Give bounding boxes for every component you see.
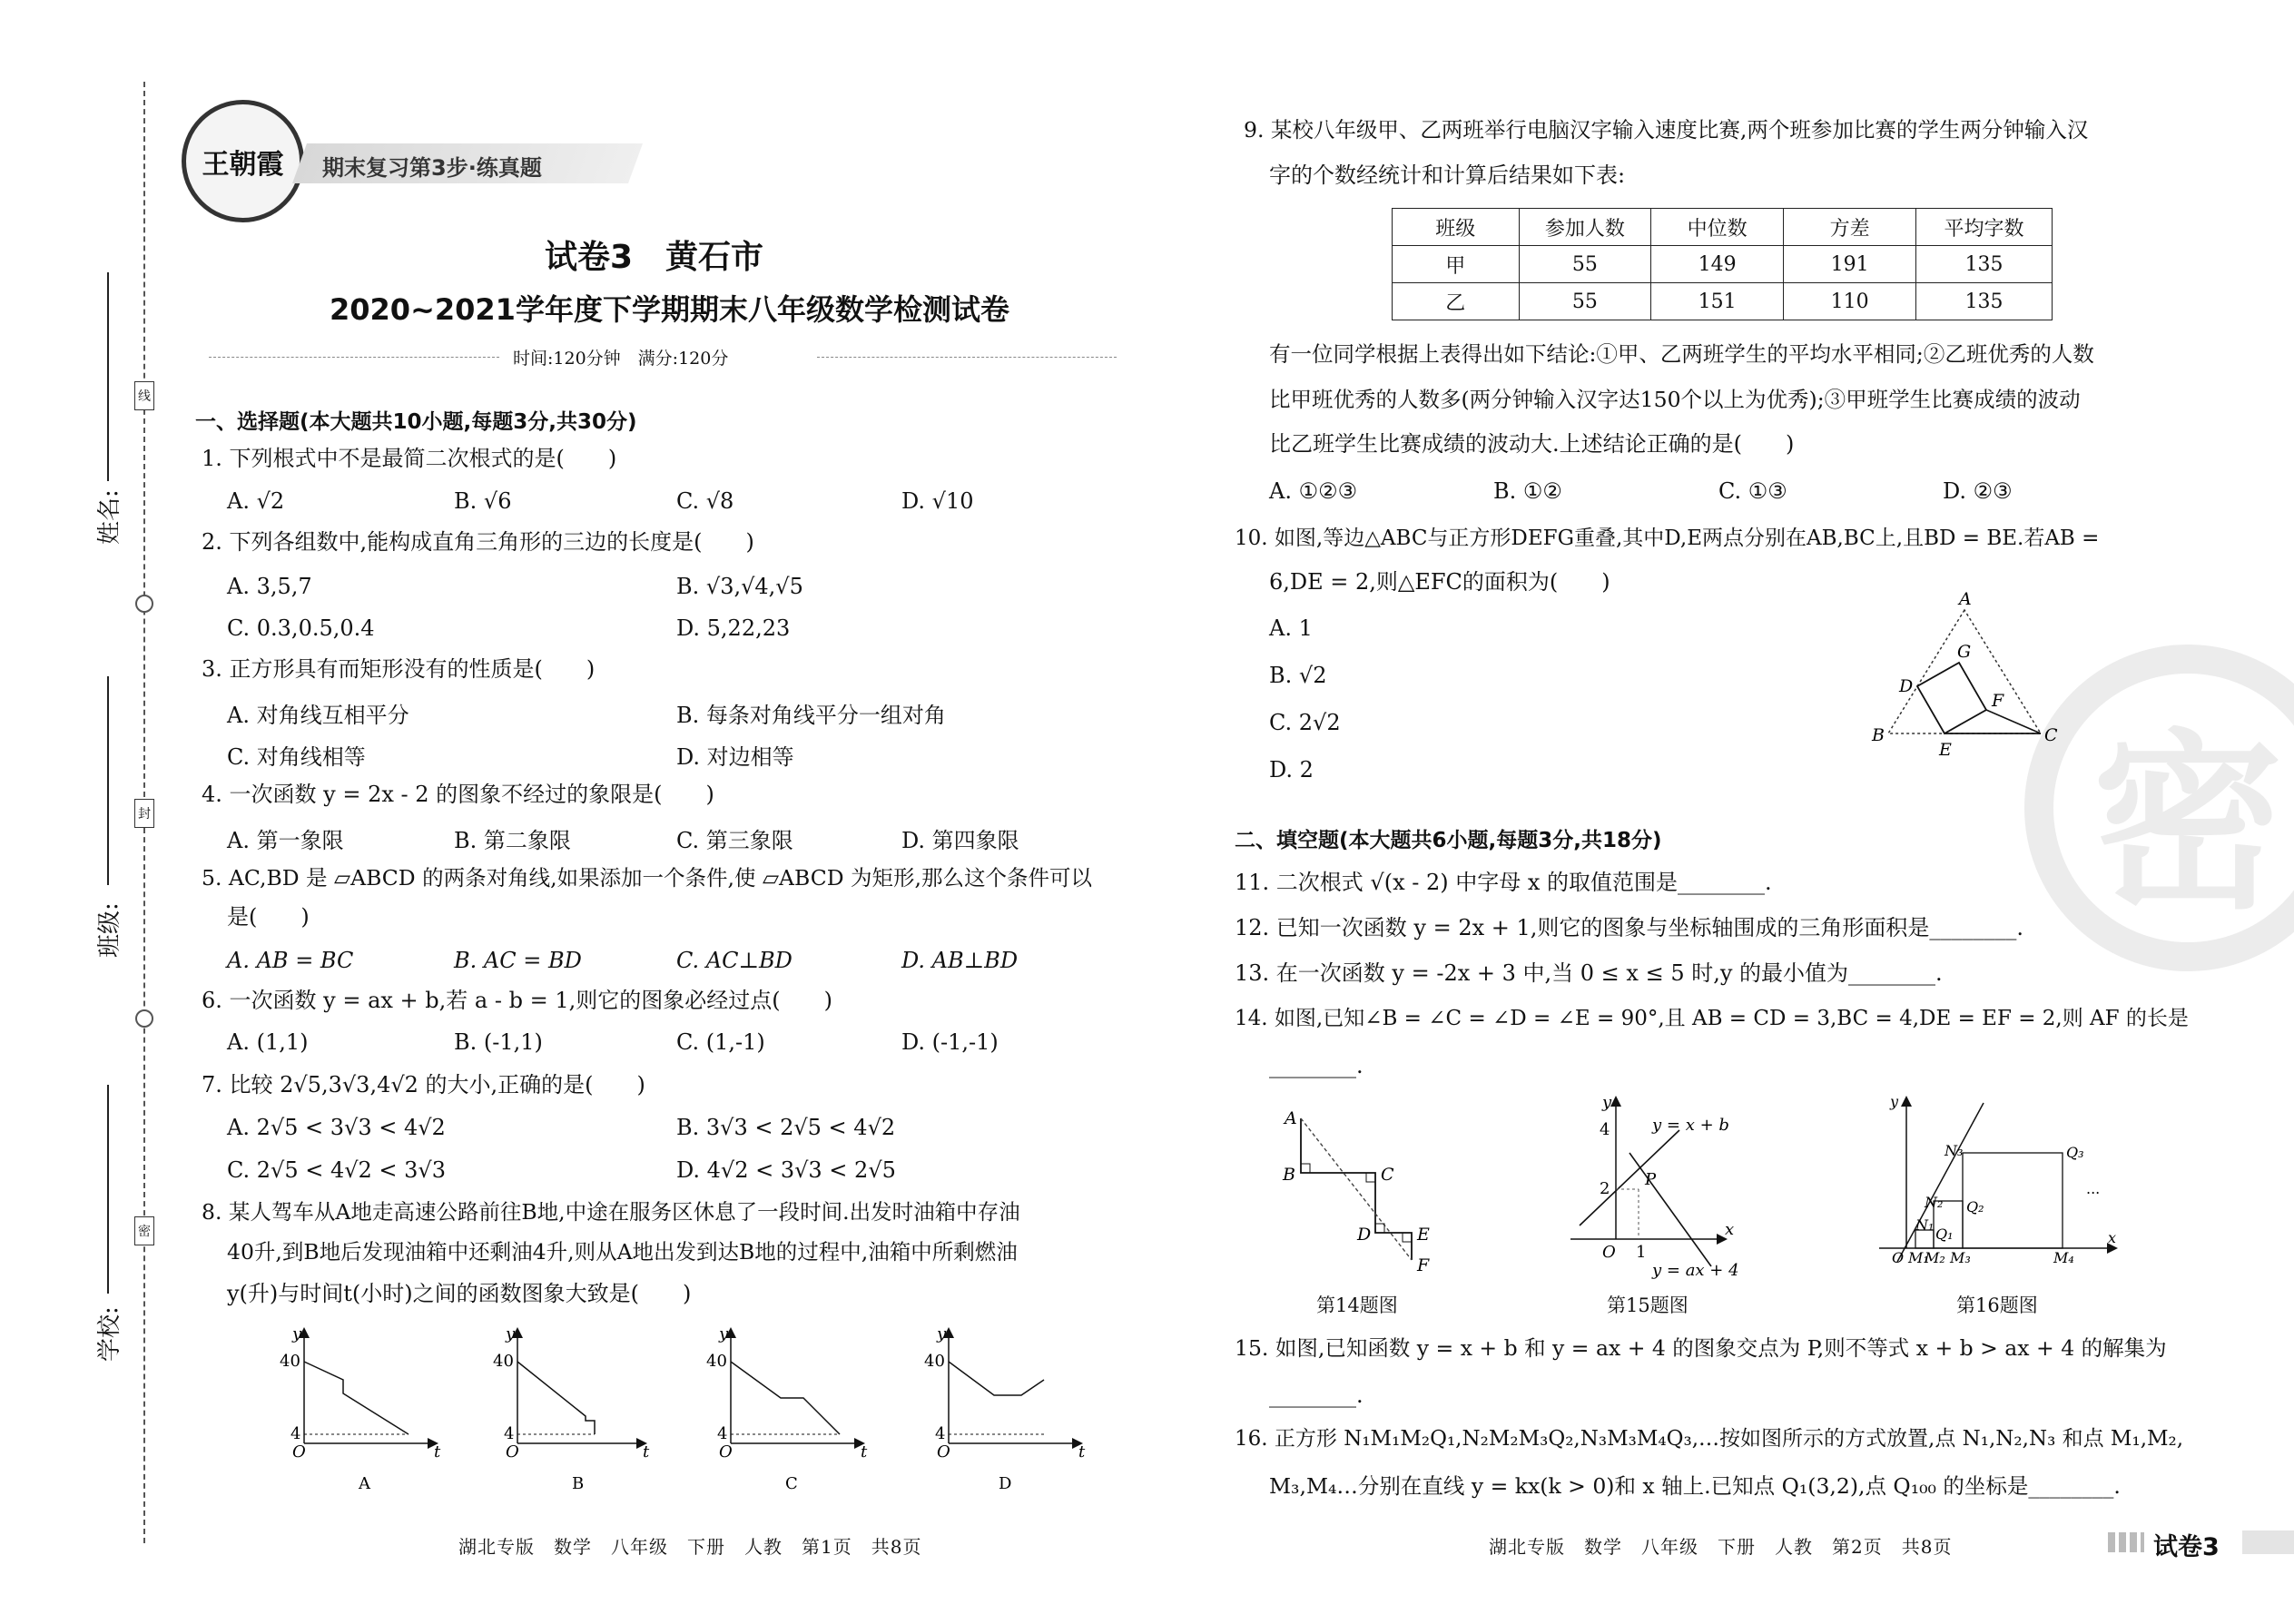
q8-b-origin: O	[506, 1442, 519, 1462]
fig14-pt-c: C	[1381, 1165, 1394, 1185]
seal-dot-icon	[135, 1009, 153, 1028]
q8-a-v4: 4	[290, 1424, 301, 1443]
q4-opt-c[interactable]: C. 第三象限	[676, 828, 793, 853]
q2-opt-b[interactable]: B. √3,√4,√5	[676, 574, 803, 599]
table-row	[1393, 246, 2053, 283]
q8-b-axis-y: y	[506, 1324, 516, 1343]
section1-title: 一、选择题(本大题共10小题,每题3分,共30分)	[195, 410, 637, 434]
fig15-origin: O	[1602, 1243, 1616, 1262]
brand-logo-text: 王朝霞	[202, 148, 284, 181]
fig16-m4: M₄	[2053, 1249, 2074, 1266]
fig14-pt-d: D	[1357, 1225, 1372, 1245]
q9-after-2: 比甲班优秀的人数多(两分钟输入汉字达150个以上为优秀);③甲班学生比赛成绩的波动	[1269, 387, 2081, 412]
q4-opt-d[interactable]: D. 第四象限	[901, 828, 1019, 853]
fig15-tick-1: 1	[1636, 1243, 1647, 1262]
fig14-caption: 第14题图	[1316, 1294, 1398, 1316]
q5-opt-d[interactable]: D. AB⊥BD	[901, 948, 1019, 973]
table-header: 班级	[1393, 209, 1520, 246]
q9-opt-a[interactable]: A. ①②③	[1269, 478, 1358, 504]
q8-graph-b[interactable]	[493, 1324, 650, 1493]
fig14-pt-a: A	[1285, 1108, 1297, 1128]
watermark-circle	[2024, 645, 2294, 971]
fig16-caption: 第16题图	[1956, 1294, 2038, 1316]
q8-graph-a[interactable]	[280, 1324, 441, 1493]
q10-stem: 10. 如图,等边△ABC与正方形DEFG重叠,其中D,E两点分别在AB,BC上,且BD = BE.若AB =	[1235, 527, 2100, 550]
page-title: 试卷3 黄石市	[545, 239, 764, 276]
q8-c-origin: O	[719, 1442, 733, 1462]
fig16-n3: N₃	[1944, 1142, 1964, 1159]
q8-stem-cont2: y(升)与时间t(小时)之间的函数图象大致是( )	[227, 1281, 692, 1306]
fig16-n2: N₂	[1925, 1194, 1944, 1211]
meta-rule-left	[209, 357, 499, 358]
q6-opt-c[interactable]: C. (1,-1)	[676, 1029, 765, 1055]
table-cell: 乙	[1393, 283, 1520, 320]
fig15-tick-2: 2	[1600, 1179, 1610, 1198]
q7-opt-b[interactable]: B. 3√3 < 2√5 < 4√2	[676, 1115, 896, 1140]
q3-stem: 3. 正方形具有而矩形没有的性质是( )	[202, 656, 596, 682]
fig16-m3: M₃	[1950, 1249, 1971, 1266]
binding-strip	[0, 0, 182, 1624]
q8-stem-cont: 40升,到B地后发现油箱中还剩油4升,则从A地出发到达B地的过程中,油箱中所剩燃油	[227, 1239, 1018, 1265]
q5-opt-a[interactable]: A. AB = BC	[227, 948, 354, 973]
fig16-q2: Q₂	[1966, 1198, 1984, 1216]
q2-opt-c[interactable]: C. 0.3,0.5,0.4	[227, 615, 375, 641]
q2-opt-a[interactable]: A. 3,5,7	[227, 574, 312, 599]
fig16-axis-x: x	[2108, 1229, 2117, 1246]
q13-stem: 13. 在一次函数 y = -2x + 3 中,当 0 ≤ x ≤ 5 时,y 的最小值为________.	[1235, 960, 1943, 986]
exam-meta: 时间:120分钟 满分:120分	[513, 349, 729, 369]
fig14	[1275, 1107, 1457, 1298]
q8-c-v4: 4	[717, 1424, 728, 1443]
q8-d-v40: 40	[924, 1352, 945, 1371]
q10-pt-a: A	[1959, 590, 1972, 609]
table-header-row	[1393, 209, 2053, 246]
table-cell: 135	[1916, 246, 2053, 283]
q8-b-v4: 4	[504, 1424, 515, 1443]
table-cell: 151	[1651, 283, 1784, 320]
fig14-pt-f: F	[1417, 1255, 1430, 1275]
fig15	[1561, 1094, 1770, 1289]
q9-stem: 9. 某校八年级甲、乙两班举行电脑汉字输入速度比赛,两个班参加比赛的学生两分钟输入汉	[1244, 117, 2089, 143]
q1-opt-a[interactable]: A. √2	[227, 488, 285, 514]
footer-tag: 试卷3	[2153, 1533, 2220, 1561]
q16-stem-cont: M₃,M₄…分别在直线 y = kx(k > 0)和 x 轴上.已知点 Q₁(3,2),点 Q₁₀₀ 的坐标是________.	[1269, 1473, 2121, 1499]
q10-pt-c: C	[2044, 725, 2058, 745]
q15-stem: 15. 如图,已知函数 y = x + b 和 y = ax + 4 的图象交点为 P,则不等式 x + b > ax + 4 的解集为	[1235, 1335, 2167, 1361]
watermark-char: 密	[2092, 713, 2283, 935]
q8-b-label: B	[572, 1474, 585, 1493]
q8-graph-d[interactable]	[924, 1324, 1086, 1493]
q7-stem: 7. 比较 2√5,3√3,4√2 的大小,正确的是( )	[202, 1072, 645, 1097]
q8-c-axis-t: t	[861, 1442, 868, 1462]
fig16-m1: M₁	[1908, 1249, 1929, 1266]
fig16-m2: M₂	[1925, 1249, 1945, 1266]
q8-d-axis-y: y	[937, 1324, 947, 1343]
q8-d-origin: O	[937, 1442, 950, 1462]
q10-pt-e: E	[1939, 740, 1952, 760]
q5-opt-c[interactable]: C. AC⊥BD	[676, 948, 793, 973]
name-label: 姓名:	[96, 489, 123, 545]
table-cell: 135	[1916, 283, 2053, 320]
q8-stem: 8. 某人驾车从A地走高速公路前往B地,中途在服务区休息了一段时间.出发时油箱中存油	[202, 1199, 1020, 1225]
table-cell: 55	[1519, 283, 1651, 320]
q12-stem: 12. 已知一次函数 y = 2x + 1,则它的图象与坐标轴围成的三角形面积是________.	[1235, 915, 2024, 940]
class-line[interactable]	[107, 676, 109, 885]
table-header: 平均字数	[1916, 209, 2053, 246]
q8-graphs	[272, 1321, 1108, 1502]
q4-opt-b[interactable]: B. 第二象限	[454, 828, 571, 853]
q10-stem-cont: 6,DE = 2,则△EFC的面积为( )	[1269, 569, 1610, 595]
q14-stem-cont: ________.	[1269, 1053, 1364, 1078]
q10-pt-g: G	[1957, 642, 1972, 662]
q9-after-1: 有一位同学根据上表得出如下结论:①甲、乙两班学生的平均水平相同;②乙班优秀的人数	[1269, 341, 2094, 367]
q10-opt-d[interactable]: D. 2	[1269, 757, 1314, 782]
q7-opt-a[interactable]: A. 2√5 < 3√3 < 4√2	[227, 1115, 446, 1140]
table-header: 方差	[1784, 209, 1916, 246]
q10-pt-d: D	[1899, 676, 1914, 696]
fig15-tick-4: 4	[1600, 1120, 1610, 1139]
fig15-line1: y = x + b	[1652, 1116, 1729, 1135]
q10-opt-b[interactable]: B. √2	[1269, 663, 1327, 688]
q11-stem: 11. 二次根式 √(x - 2) 中字母 x 的取值范围是________.	[1235, 870, 1772, 895]
fig16-axis-y: y	[1890, 1094, 1899, 1110]
q9-opt-b[interactable]: B. ①②	[1493, 478, 1562, 504]
q3-opt-c[interactable]: C. 对角线相等	[227, 744, 366, 770]
q6-opt-b[interactable]: B. (-1,1)	[454, 1029, 543, 1055]
q8-d-v4: 4	[935, 1424, 946, 1443]
q6-opt-a[interactable]: A. (1,1)	[227, 1029, 309, 1055]
q16-stem: 16. 正方形 N₁M₁M₂Q₁,N₂M₂M₃Q₂,N₃M₃M₄Q₃,…按如图所示的方式放置,点 N₁,N₂,N₃ 和点 M₁,M₂,	[1235, 1427, 2184, 1451]
q2-stem: 2. 下列各组数中,能构成直角三角形的三边的长度是( )	[202, 529, 754, 555]
seal-dot-icon	[135, 595, 153, 613]
page-subtitle: 2020~2021学年度下学期期末八年级数学检测试卷	[330, 292, 1009, 327]
meta-rule-right	[817, 357, 1117, 358]
q8-c-axis-y: y	[719, 1324, 729, 1343]
q1-opt-b[interactable]: B. √6	[454, 488, 512, 514]
q10-opt-c[interactable]: C. 2√2	[1269, 710, 1341, 735]
q9-after-3: 比乙班学生比赛成绩的波动大.上述结论正确的是( )	[1269, 431, 1795, 457]
q10-pt-b: B	[1872, 725, 1885, 745]
q7-opt-d[interactable]: D. 4√2 < 3√3 < 2√5	[676, 1157, 896, 1183]
q6-stem: 6. 一次函数 y = ax + b,若 a - b = 1,则它的图象必经过点( )	[202, 988, 832, 1013]
q8-d-axis-t: t	[1078, 1442, 1086, 1462]
seal-char-feng: 封	[134, 799, 154, 828]
q9-opt-d[interactable]: D. ②③	[1943, 478, 2013, 504]
table-cell: 191	[1784, 246, 1916, 283]
q8-b-axis-t: t	[643, 1442, 650, 1462]
q8-c-v40: 40	[706, 1352, 727, 1371]
q1-opt-d[interactable]: D. √10	[901, 488, 974, 514]
q15-stem-cont: ________.	[1269, 1383, 1364, 1408]
q9-opt-c[interactable]: C. ①③	[1718, 478, 1787, 504]
q8-d-label: D	[999, 1474, 1012, 1493]
q8-a-v40: 40	[280, 1352, 300, 1371]
q8-a-label: A	[359, 1474, 370, 1493]
fig14-pt-b: B	[1283, 1165, 1295, 1185]
name-line[interactable]	[107, 272, 109, 481]
q1-opt-c[interactable]: C. √8	[676, 488, 734, 514]
q10-figure	[1870, 590, 2061, 763]
q9-table	[1392, 208, 2053, 320]
q4-opt-a[interactable]: A. 第一象限	[227, 828, 344, 853]
fig15-axis-y: y	[1602, 1094, 1612, 1112]
q9-stem-cont: 字的个数经统计和计算后结果如下表:	[1269, 162, 1626, 188]
fig15-caption: 第15题图	[1607, 1294, 1689, 1316]
q6-opt-d[interactable]: D. (-1,-1)	[901, 1029, 999, 1055]
section2-title: 二、填空题(本大题共6小题,每题3分,共18分)	[1235, 829, 1662, 852]
table-cell: 149	[1651, 246, 1784, 283]
q8-c-label: C	[785, 1474, 798, 1493]
footer-tag-stripes	[2108, 1532, 2144, 1552]
q8-a-axis-y: y	[292, 1324, 302, 1343]
table-row	[1393, 283, 2053, 320]
table-cell: 甲	[1393, 246, 1520, 283]
q7-opt-c[interactable]: C. 2√5 < 4√2 < 3√3	[227, 1157, 446, 1183]
footer-tag-bar	[2242, 1530, 2294, 1554]
q3-opt-d[interactable]: D. 对边相等	[676, 744, 794, 770]
brand-logo	[182, 100, 304, 222]
class-label: 班级:	[96, 902, 123, 958]
seal-char-xian: 线	[134, 381, 154, 410]
school-line[interactable]	[107, 1085, 109, 1294]
q2-opt-d[interactable]: D. 5,22,23	[676, 615, 791, 641]
fig16-n1: N₁	[1915, 1216, 1935, 1234]
q1-stem: 1. 下列根式中不是最简二次根式的是( )	[202, 446, 617, 471]
table-cell: 55	[1519, 246, 1651, 283]
fig16-ellipsis: ...	[2086, 1180, 2101, 1197]
q5-stem-cont: 是( )	[227, 904, 310, 930]
seal-char-mi: 密	[134, 1216, 154, 1245]
fig16-q1: Q₁	[1935, 1225, 1954, 1243]
step-banner-text: 期末复习第3步·练真题	[322, 155, 542, 181]
fig15-axis-x: x	[1725, 1220, 1735, 1239]
q10-opt-a[interactable]: A. 1	[1269, 615, 1313, 641]
q8-b-v40: 40	[493, 1352, 514, 1371]
q8-a-axis-t: t	[434, 1442, 441, 1462]
fig15-pt-p: P	[1645, 1170, 1657, 1189]
table-header: 中位数	[1651, 209, 1784, 246]
footer-left: 湖北专版 数学 八年级 下册 人教 第1页 共8页	[458, 1536, 922, 1558]
fig16	[1870, 1094, 2124, 1280]
q3-opt-b[interactable]: B. 每条对角线平分一组对角	[676, 703, 946, 728]
fig14-pt-e: E	[1417, 1225, 1430, 1245]
q8-graph-c[interactable]	[706, 1324, 868, 1493]
q4-stem: 4. 一次函数 y = 2x - 2 的图象不经过的象限是( )	[202, 782, 714, 807]
q5-stem: 5. AC,BD 是 ▱ABCD 的两条对角线,如果添加一个条件,使 ▱ABCD 为矩形,那么这个条件可以	[202, 865, 1092, 891]
fig15-line2: y = ax + 4	[1652, 1261, 1739, 1280]
q5-opt-b[interactable]: B. AC = BD	[454, 948, 582, 973]
school-label: 学校:	[96, 1306, 123, 1362]
table-header: 参加人数	[1519, 209, 1651, 246]
footer-right: 湖北专版 数学 八年级 下册 人教 第2页 共8页	[1489, 1536, 1953, 1558]
q14-stem: 14. 如图,已知∠B = ∠C = ∠D = ∠E = 90°,且 AB = CD = 3,BC = 4,DE = EF = 2,则 AF 的长是	[1235, 1007, 2189, 1030]
q8-a-origin: O	[292, 1442, 306, 1462]
fig16-origin: O	[1892, 1249, 1905, 1266]
q3-opt-a[interactable]: A. 对角线互相平分	[227, 703, 409, 728]
fig16-q3: Q₃	[2066, 1144, 2084, 1161]
table-cell: 110	[1784, 283, 1916, 320]
q10-pt-f: F	[1992, 691, 2004, 711]
